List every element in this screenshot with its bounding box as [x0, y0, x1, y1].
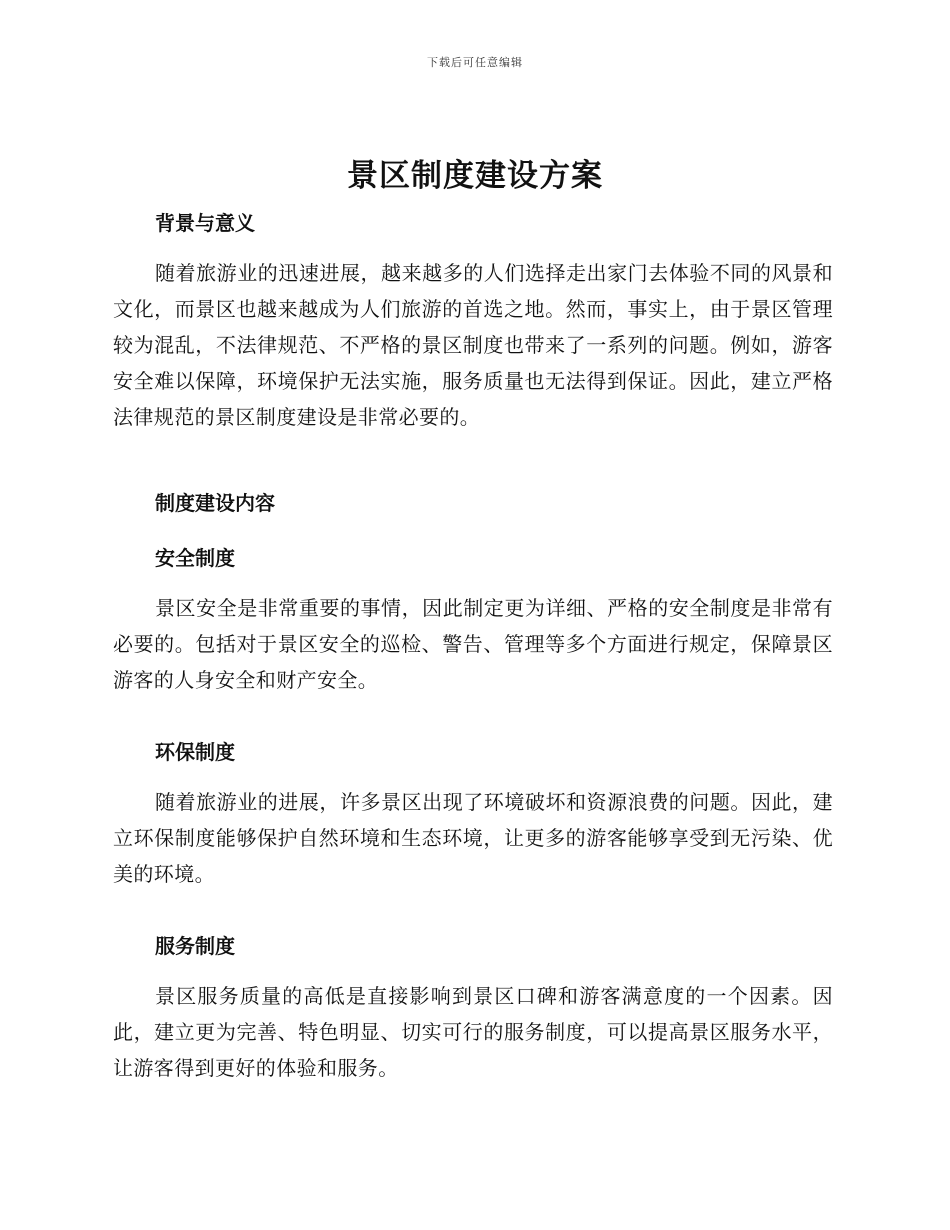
- paragraph-background: 随着旅游业的迅速进展，越来越多的人们选择走出家门去体验不同的风景和文化，而景区也越来越成为人们旅游的首选之地。然而，事实上，由于景区管理较为混乱，不法律规范、不严格的景区制度也带来了一系列的问题。例如，游客安全难以保障，环境保护无法实施，服务质量也无法得到保证。因此，建立严格法律规范的景区制度建设是非常必要的。: [113, 261, 833, 429]
- paragraph-service: 景区服务质量的高低是直接影响到景区口碑和游客满意度的一个因素。因此，建立更为完善、特色明显、切实可行的服务制度，可以提高景区服务水平，让游客得到更好的体验和服务。: [113, 984, 833, 1080]
- paragraph-safety: 景区安全是非常重要的事情，因此制定更为详细、严格的安全制度是非常有必要的。包括对于景区安全的巡检、警告、管理等多个方面进行规定，保障景区游客的人身安全和财产安全。: [113, 596, 833, 692]
- heading-safety: 安全制度: [155, 546, 235, 570]
- paragraph-eco: 随着旅游业的进展，许多景区出现了环境破坏和资源浪费的问题。因此，建立环保制度能够保护自然环境和生态环境，让更多的游客能够享受到无污染、优美的环境。: [113, 790, 833, 886]
- heading-background: 背景与意义: [155, 211, 255, 235]
- header-note: 下载后可任意编辑: [427, 56, 523, 69]
- heading-eco: 环保制度: [155, 740, 235, 764]
- document-title: 景区制度建设方案: [347, 158, 603, 194]
- heading-content: 制度建设内容: [155, 491, 275, 515]
- heading-service: 服务制度: [155, 934, 235, 958]
